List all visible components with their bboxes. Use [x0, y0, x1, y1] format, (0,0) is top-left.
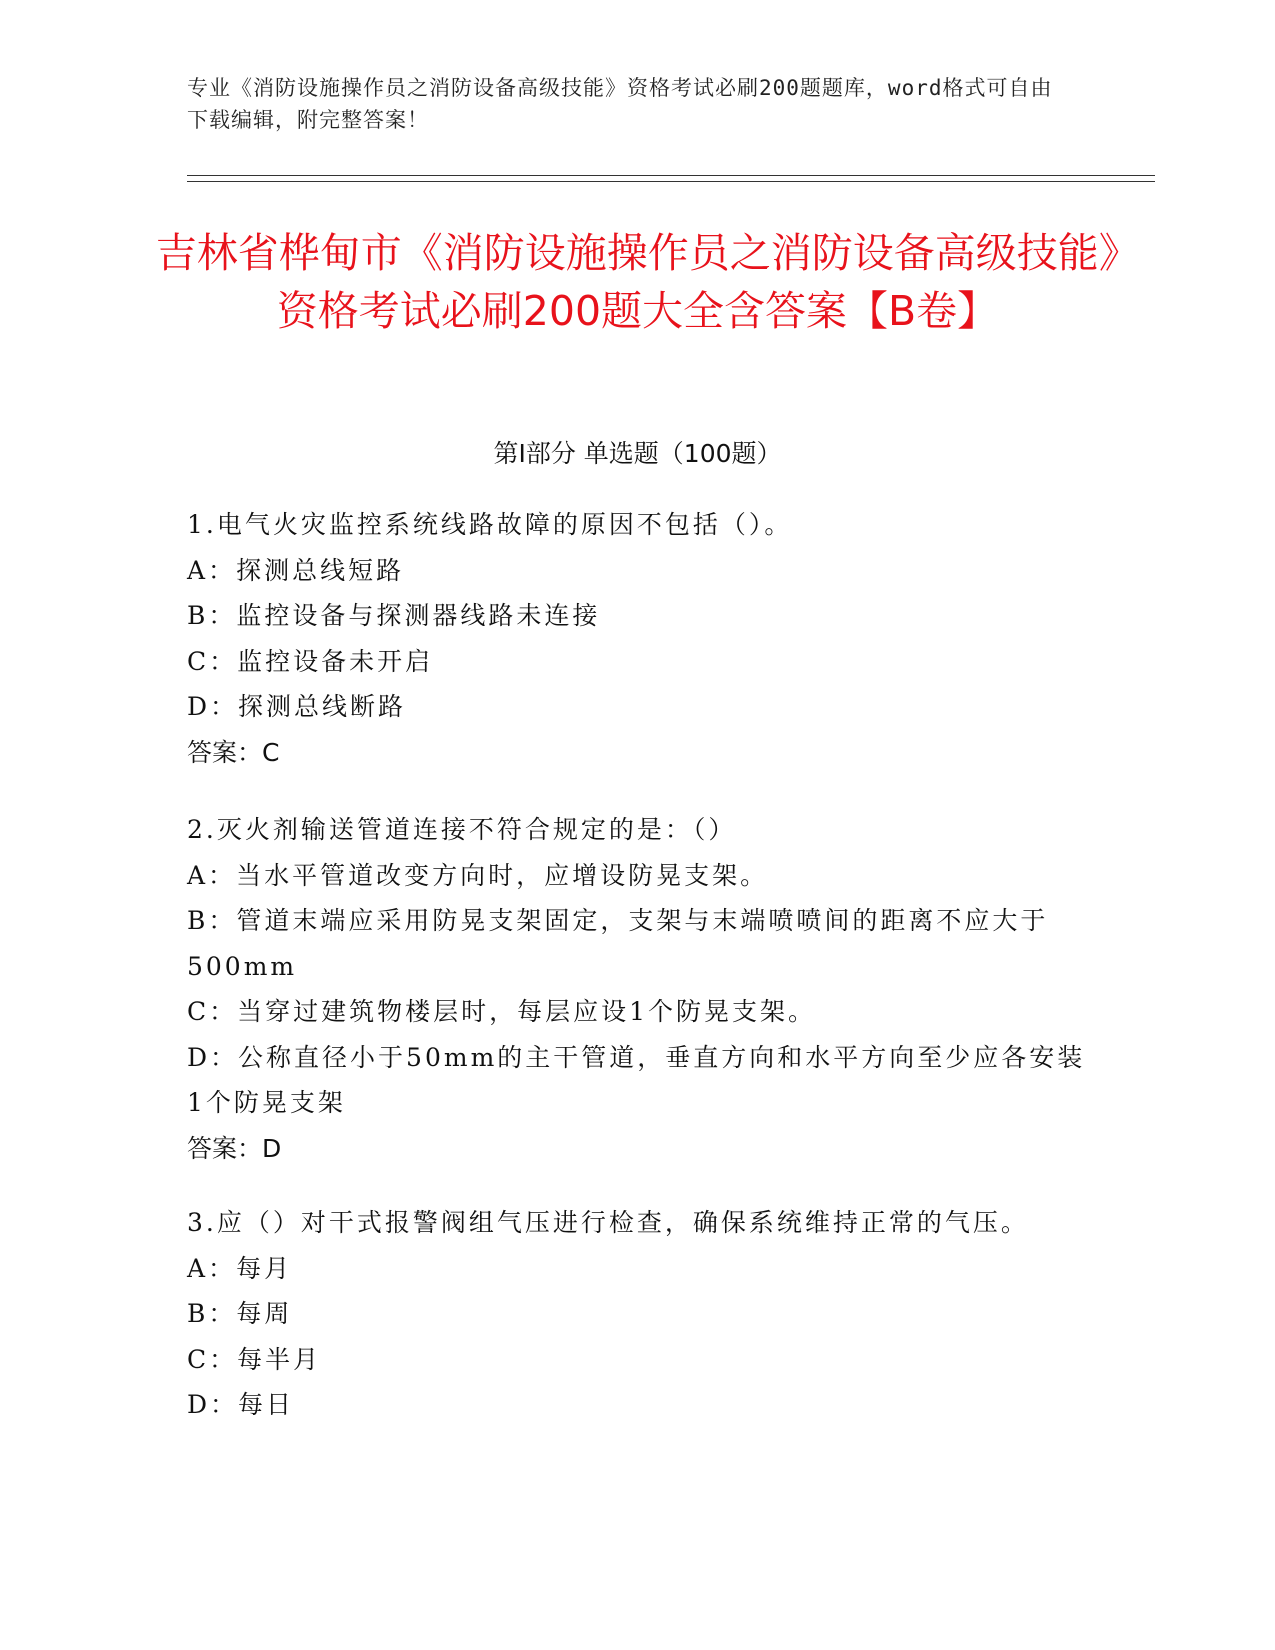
- option-a: [187, 1246, 1087, 1292]
- question-block: [187, 1200, 1087, 1428]
- option-c: [187, 639, 1087, 685]
- option-letter: D：: [187, 1042, 239, 1072]
- option-b: [187, 1291, 1087, 1337]
- question-block: [187, 502, 1087, 775]
- option-letter: C：: [187, 646, 238, 676]
- option-text: 探测总线断路: [238, 692, 407, 721]
- option-d: [187, 1382, 1087, 1428]
- question-stem: 2.灭火剂输送管道连接不符合规定的是：（）: [187, 815, 737, 844]
- option-d: [187, 684, 1087, 730]
- option-text: 公称直径小于50mm的主干管道，垂直方向和水平方向至少应各安装1个防晃支架: [187, 1042, 1086, 1117]
- option-a: [187, 853, 1087, 899]
- question-stem: 3.应（）对干式报警阀组气压进行检查，确保系统维持正常的气压。: [187, 1208, 1029, 1237]
- option-letter: A：: [187, 860, 237, 890]
- answer-label: 答案：: [187, 737, 263, 767]
- option-b: [187, 593, 1087, 639]
- option-text: 监控设备与探测器线路未连接: [236, 601, 601, 630]
- question-block: [187, 807, 1087, 1171]
- option-c: [187, 1337, 1087, 1383]
- header-rule-bottom: [187, 181, 1155, 182]
- option-c: [187, 989, 1087, 1035]
- option-letter: C：: [187, 1344, 238, 1374]
- option-text: 每半月: [237, 1344, 322, 1374]
- option-text: 探测总线短路: [236, 555, 405, 585]
- option-text: 每日: [238, 1390, 295, 1419]
- option-a: [187, 548, 1087, 594]
- option-letter: A：: [187, 555, 237, 585]
- answer-line: [187, 730, 1087, 776]
- option-b: [187, 898, 1087, 989]
- answer-value: D: [262, 1133, 282, 1163]
- option-letter: B：: [187, 601, 237, 630]
- option-text: 当穿过建筑物楼层时，每层应设1个防晃支架。: [237, 997, 817, 1026]
- answer-line: [187, 1126, 1087, 1172]
- option-letter: C：: [187, 997, 238, 1026]
- option-text: 每周: [236, 1299, 293, 1328]
- option-letter: B：: [187, 906, 237, 935]
- option-letter: A：: [187, 1253, 237, 1283]
- question-stem: 1.电气火灾监控系统线路故障的原因不包括（）。: [187, 510, 793, 539]
- answer-label: 答案：: [187, 1133, 263, 1163]
- document-title: 吉林省桦甸市《消防设施操作员之消防设备高级技能》资格考试必刷200题大全含答案【B卷】: [155, 229, 1120, 335]
- option-letter: D：: [187, 1390, 239, 1419]
- header-note: 专业《消防设施操作员之消防设备高级技能》资格考试必刷200题题库，word格式可自由下载编辑，附完整答案！: [187, 76, 1053, 132]
- header-rule-top: [187, 175, 1155, 176]
- answer-value: C: [262, 737, 280, 767]
- option-d: [187, 1035, 1087, 1126]
- option-text: 监控设备未开启: [237, 646, 434, 676]
- option-text: 当水平管道改变方向时，应增设防晃支架。: [236, 860, 769, 890]
- option-text: 每月: [236, 1253, 293, 1283]
- section-title: 第Ⅰ部分 单选题（100题）: [493, 439, 782, 468]
- option-letter: D：: [187, 692, 239, 721]
- option-letter: B：: [187, 1299, 237, 1328]
- option-text: 管道末端应采用防晃支架固定，支架与末端喷喷间的距离不应大于500mm: [187, 906, 1049, 981]
